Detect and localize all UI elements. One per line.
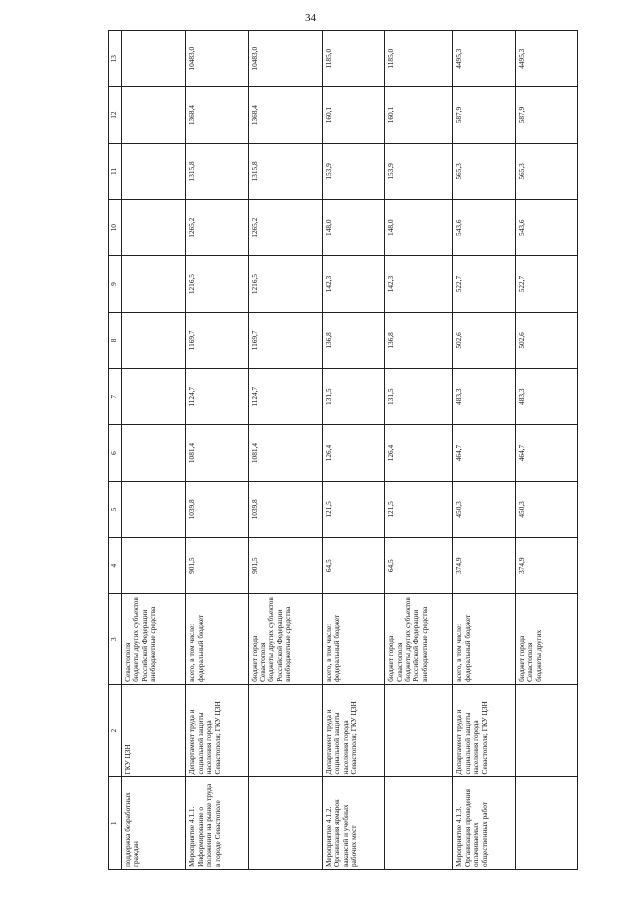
- value-cell: 136,8: [385, 312, 453, 368]
- table-row: [248, 31, 322, 870]
- value-cell: [122, 31, 186, 87]
- table-row: [515, 31, 577, 870]
- value-cell: 1124,7: [248, 369, 322, 425]
- value-cell: 1265,2: [186, 200, 248, 256]
- value-cell: 1081,4: [186, 425, 248, 481]
- value-cell: 1368,4: [248, 87, 322, 143]
- value-cell: 126,4: [385, 425, 453, 481]
- cell-c3: бюджет города Севастополя бюджеты других субъектов Российской Федерации внебюджетные средства: [385, 594, 453, 685]
- page-number: 34: [305, 12, 316, 24]
- value-cell: [122, 200, 186, 256]
- value-cell: 1315,8: [248, 143, 322, 199]
- value-cell: 522,7: [453, 256, 515, 312]
- cell-c2: Департамент труда и социальной защиты населения города Севастополя; ГКУ ЦЗН: [453, 684, 515, 777]
- value-cell: [122, 481, 186, 537]
- value-cell: 1039,8: [248, 481, 322, 537]
- cell-c3: всего, в том числе: федеральный бюджет: [186, 594, 248, 685]
- table-row: [385, 31, 453, 870]
- column-header: 6: [109, 425, 122, 481]
- cell-c1: [515, 777, 577, 870]
- cell-c3: всего, в том числе: федеральный бюджет: [322, 594, 384, 685]
- value-cell: 153,9: [322, 143, 384, 199]
- value-cell: 587,9: [453, 87, 515, 143]
- value-cell: 483,3: [515, 369, 577, 425]
- column-header: 10: [109, 200, 122, 256]
- column-header: 3: [109, 594, 122, 685]
- value-cell: [122, 369, 186, 425]
- value-cell: 1169,7: [248, 312, 322, 368]
- cell-c2: [515, 684, 577, 777]
- value-cell: [122, 312, 186, 368]
- cell-c2: [248, 684, 322, 777]
- value-cell: 131,5: [322, 369, 384, 425]
- value-cell: [122, 87, 186, 143]
- cell-c1: Мероприятие 4.1.2. Организация ярмарок вакансий и учебных рабочих мест: [322, 777, 384, 870]
- value-cell: 121,5: [385, 481, 453, 537]
- value-cell: 64,5: [385, 538, 453, 594]
- table-body: [122, 31, 578, 870]
- value-cell: 142,3: [322, 256, 384, 312]
- value-cell: 1368,4: [186, 87, 248, 143]
- column-header: 5: [109, 481, 122, 537]
- value-cell: 543,6: [453, 200, 515, 256]
- header-row: [109, 31, 122, 870]
- value-cell: 374,9: [453, 538, 515, 594]
- table-container: [108, 30, 578, 870]
- value-cell: [122, 256, 186, 312]
- value-cell: 1039,8: [186, 481, 248, 537]
- value-cell: 901,5: [186, 538, 248, 594]
- value-cell: 1216,5: [186, 256, 248, 312]
- value-cell: 1169,7: [186, 312, 248, 368]
- value-cell: 64,5: [322, 538, 384, 594]
- cell-c2: ГКУ ЦЗН: [122, 684, 186, 777]
- value-cell: 136,8: [322, 312, 384, 368]
- cell-c2: Департамент труда и социальной защиты населения города Севастополя; ГКУ ЦЗН: [322, 684, 384, 777]
- value-cell: 502,6: [515, 312, 577, 368]
- value-cell: 1185,0: [322, 31, 384, 87]
- value-cell: 126,4: [322, 425, 384, 481]
- cell-c1: Мероприятие 4.1.1. Информирование о положении на рынке труда в городе Севастополе: [186, 777, 248, 870]
- value-cell: 1185,0: [385, 31, 453, 87]
- value-cell: 464,7: [515, 425, 577, 481]
- cell-c1: Мероприятие 4.1.3. Организация проведения оплачиваемых общественных работ: [453, 777, 515, 870]
- column-header: 9: [109, 256, 122, 312]
- value-cell: 543,6: [515, 200, 577, 256]
- value-cell: 565,3: [515, 143, 577, 199]
- value-cell: 1216,5: [248, 256, 322, 312]
- value-cell: 1315,8: [186, 143, 248, 199]
- cell-c1: поддержка безработных граждан: [122, 777, 186, 870]
- table-row: [453, 31, 515, 870]
- value-cell: 4495,3: [515, 31, 577, 87]
- value-cell: 565,3: [453, 143, 515, 199]
- value-cell: 10483,0: [248, 31, 322, 87]
- value-cell: 1124,7: [186, 369, 248, 425]
- value-cell: [122, 143, 186, 199]
- value-cell: 4495,3: [453, 31, 515, 87]
- program-funding-table: [108, 30, 578, 870]
- column-header: 4: [109, 538, 122, 594]
- value-cell: 464,7: [453, 425, 515, 481]
- value-cell: 153,9: [385, 143, 453, 199]
- value-cell: [122, 538, 186, 594]
- cell-c1: [385, 777, 453, 870]
- value-cell: 148,0: [385, 200, 453, 256]
- value-cell: 522,7: [515, 256, 577, 312]
- value-cell: 142,3: [385, 256, 453, 312]
- value-cell: 587,9: [515, 87, 577, 143]
- column-header: 13: [109, 31, 122, 87]
- table-row: [186, 31, 248, 870]
- value-cell: [122, 425, 186, 481]
- value-cell: 374,9: [515, 538, 577, 594]
- cell-c1: [248, 777, 322, 870]
- cell-c2: [385, 684, 453, 777]
- cell-c2: Департамент труда и социальной защиты населения города Севастополя; ГКУ ЦЗН: [186, 684, 248, 777]
- cell-c3: бюджет города Севастополя бюджеты других: [515, 594, 577, 685]
- column-header: 12: [109, 87, 122, 143]
- value-cell: 450,3: [453, 481, 515, 537]
- column-header: 8: [109, 312, 122, 368]
- value-cell: 160,1: [322, 87, 384, 143]
- value-cell: 121,5: [322, 481, 384, 537]
- column-header: 7: [109, 369, 122, 425]
- value-cell: 131,5: [385, 369, 453, 425]
- value-cell: 483,3: [453, 369, 515, 425]
- column-header: 1: [109, 777, 122, 870]
- column-header: 11: [109, 143, 122, 199]
- value-cell: 1081,4: [248, 425, 322, 481]
- value-cell: 502,6: [453, 312, 515, 368]
- value-cell: 450,3: [515, 481, 577, 537]
- column-header: 2: [109, 684, 122, 777]
- cell-c3: всего, в том числе: федеральный бюджет: [453, 594, 515, 685]
- value-cell: 160,1: [385, 87, 453, 143]
- cell-c3: Севастополя бюджеты других субъектов Российской Федерации внебюджетные средства: [122, 594, 186, 685]
- value-cell: 1265,2: [248, 200, 322, 256]
- rotated-table-frame: [108, 30, 578, 870]
- table-row: [122, 31, 186, 870]
- cell-c3: бюджет города Севастополя бюджеты других субъектов Российской Федерации внебюджетные средства: [248, 594, 322, 685]
- value-cell: 10483,0: [186, 31, 248, 87]
- value-cell: 148,0: [322, 200, 384, 256]
- value-cell: 901,5: [248, 538, 322, 594]
- table-row: [322, 31, 384, 870]
